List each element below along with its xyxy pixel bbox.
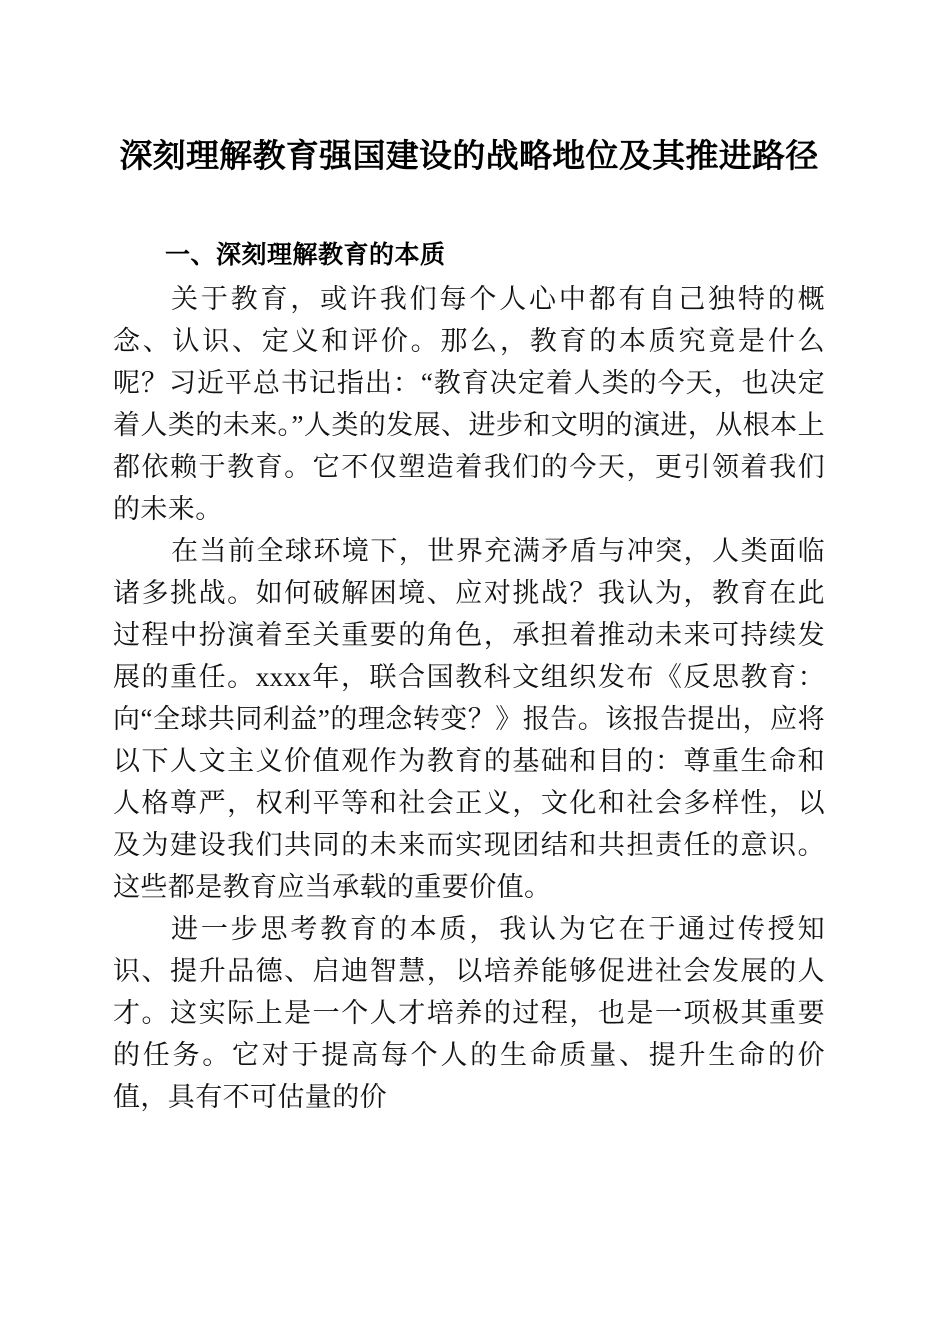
- page-title: 深刻理解教育强国建设的战略地位及其推进路径: [119, 139, 819, 175]
- body-paragraph-2: 在当前全球环境下，世界充满矛盾与冲突，人类面临诸多挑战。如何破解困境、应对挑战？我认为，教育在此过程中扮演着至关重要的角色，承担着推动未来可持续发展的重任。xxxx年，联合国教科文组织发布《反思教育：向“全球共同利益”的理念转变？》报告。该报告提出，应将以下人文主义价值观作为教育的基础和目的：尊重生命和人格尊严，权利平等和社会正义，文化和社会多样性，以及为建设我们共同的未来而实现团结和共担责任的意识。这些都是教育应当承载的重要价值。: [113, 536, 825, 902]
- document-content: [113, 0, 825, 1118]
- body-paragraph-1: 关于教育，或许我们每个人心中都有自己独特的概念、认识、定义和评价。那么，教育的本质究竟是什么呢？习近平总书记指出：“教育决定着人类的今天，也决定着人类的未来。”人类的发展、进步和文明的演进，从根本上都依赖于教育。它不仅塑造着我们的今天，更引领着我们的未来。: [113, 284, 825, 524]
- body-paragraph-3: 进一步思考教育的本质，我认为它在于通过传授知识、提升品德、启迪智慧，以培养能够促进社会发展的人才。这实际上是一个人才培养的过程，也是一项极其重要的任务。它对于提高每个人的生命质量、提升生命的价值，具有不可估量的价: [113, 914, 825, 1112]
- section-heading-1: 一、深刻理解教育的本质: [165, 240, 446, 269]
